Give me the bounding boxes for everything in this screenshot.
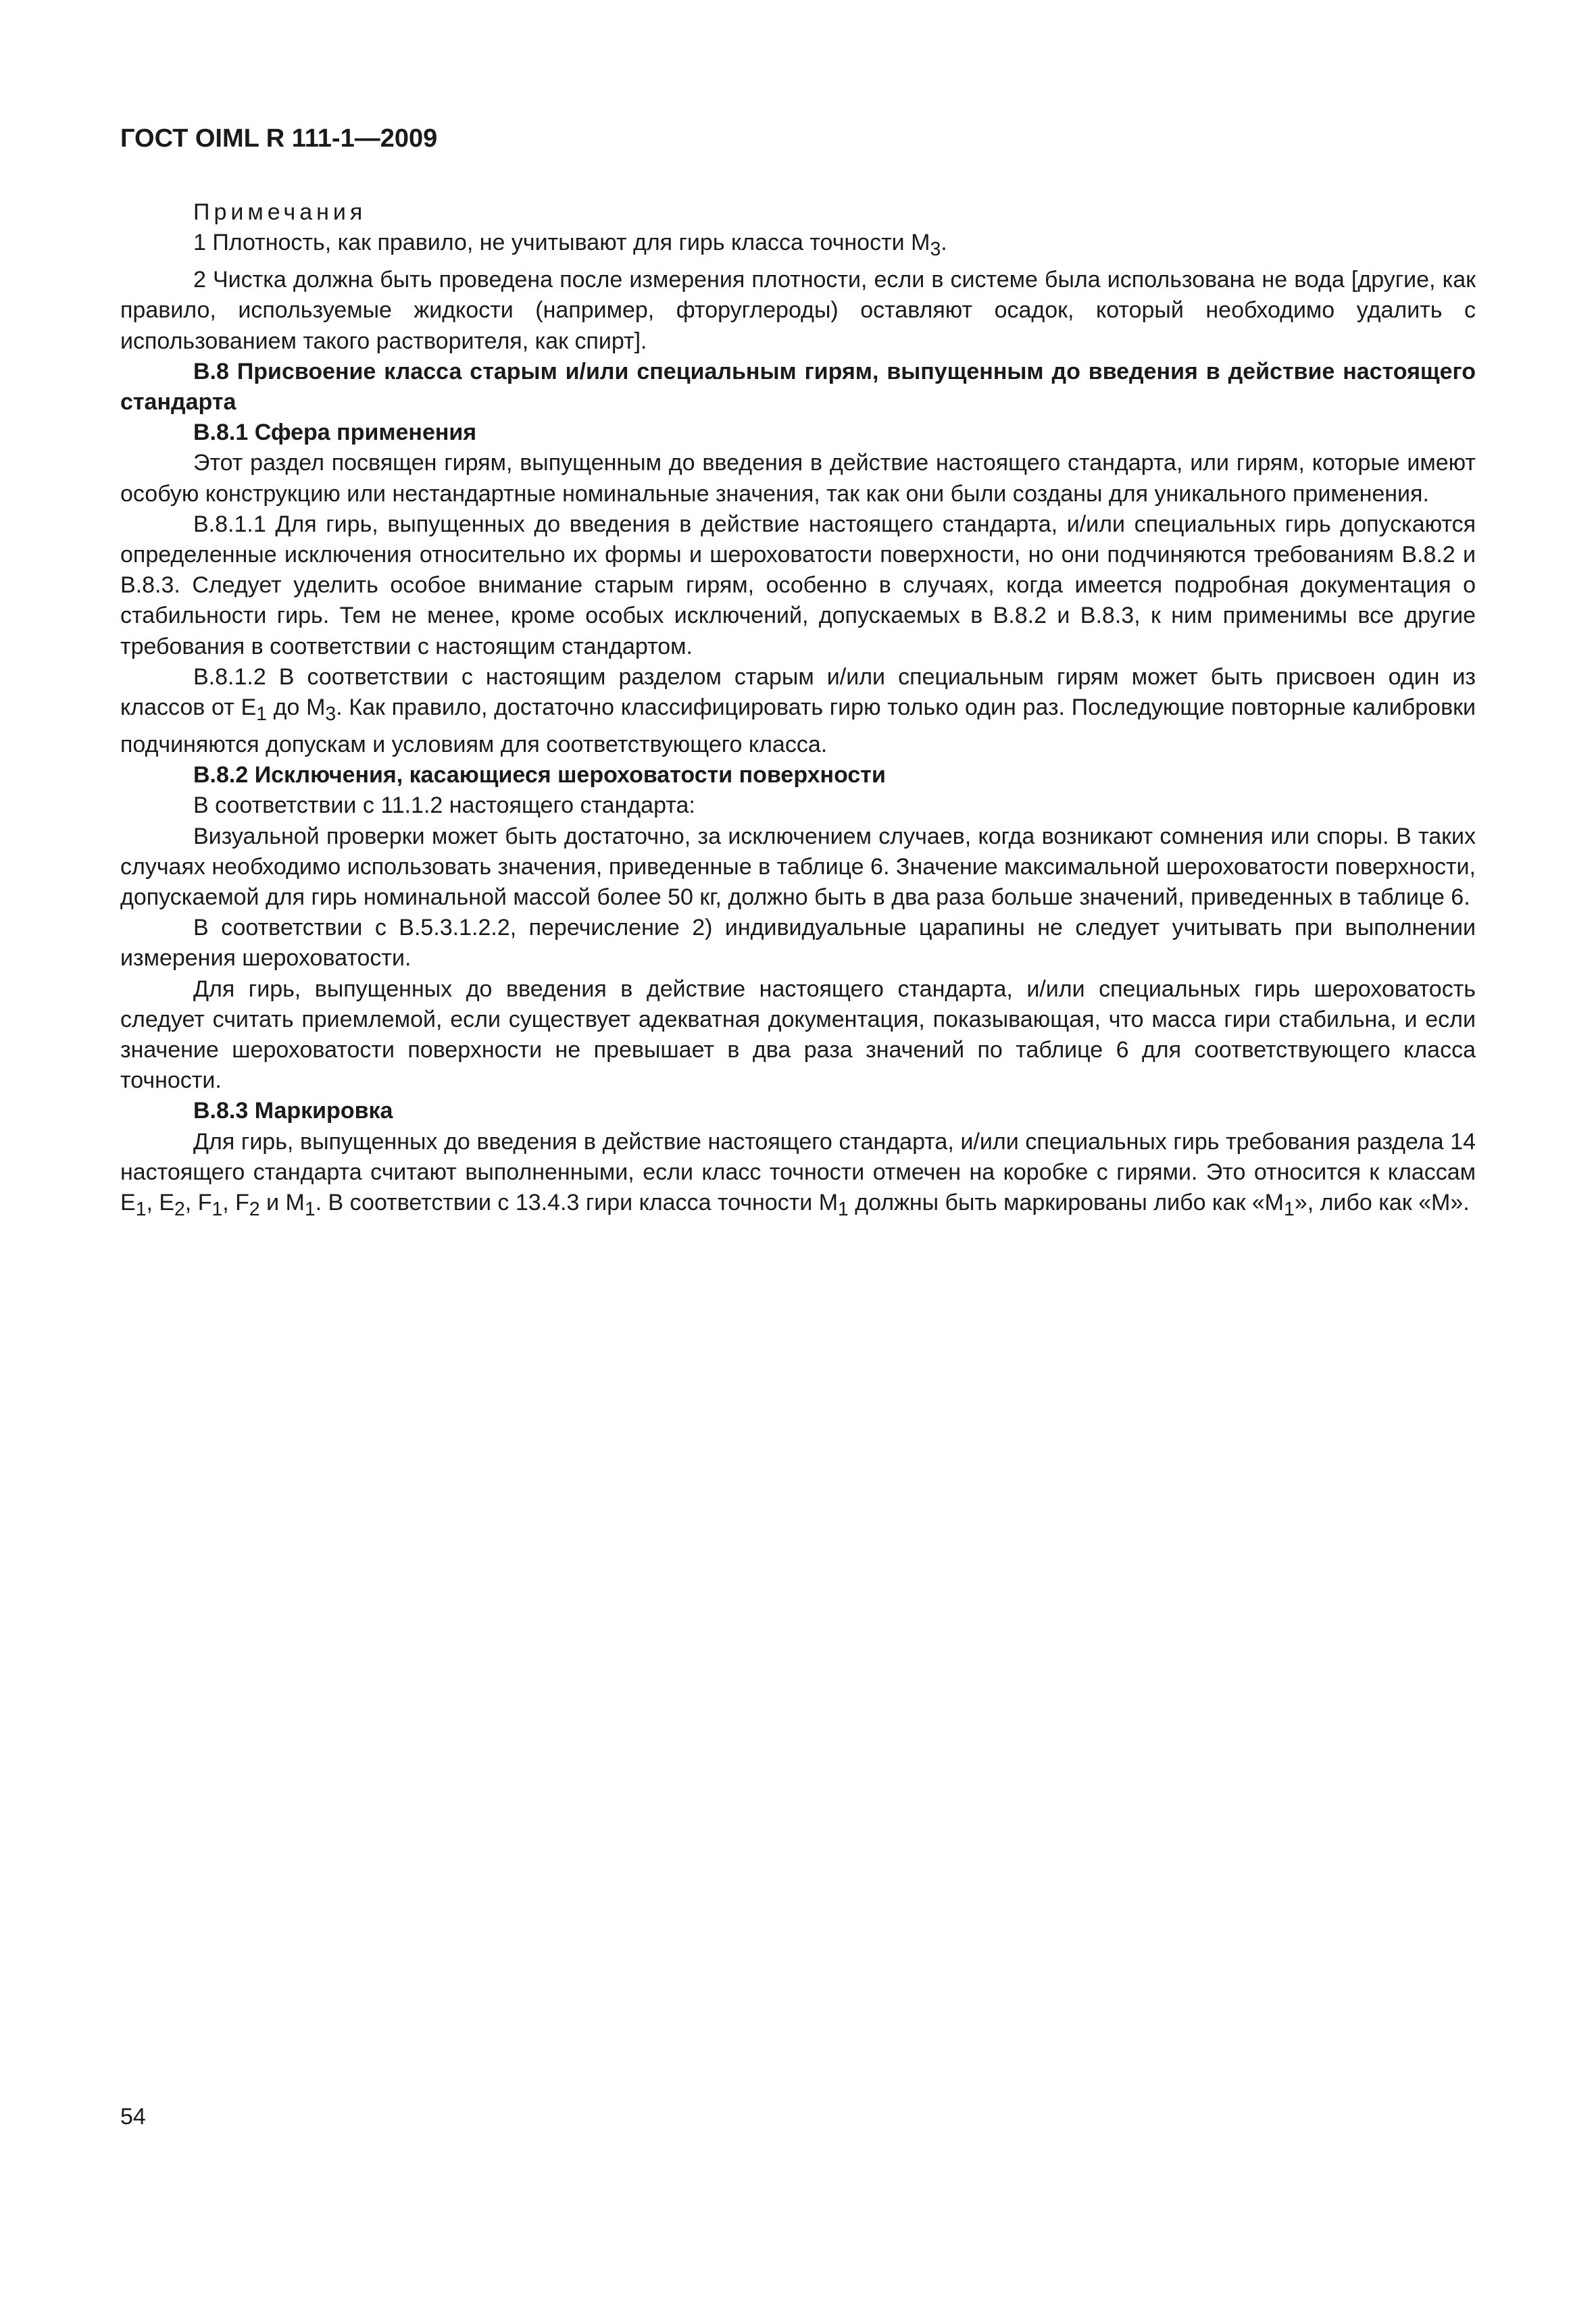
paragraph: В соответствии с В.5.3.1.2.2, перечисление 2) индивидуальные царапины не следует учитывать при выполнении измерения шероховатости.	[120, 915, 1476, 972]
paragraph: 2 Чистка должна быть проведена после измерения плотности, если в системе была использована не вода [другие, как правило, используемые жидкости (например, фторуглероды) оставляют осадок, который необходимо удалить с использованием такого растворителя, как спирт].	[120, 267, 1476, 354]
paragraph: Для гирь, выпущенных до введения в действие настоящего стандарта, и/или специальных гирь шероховатость следует считать приемлемой, если существует адекватная документация, показывающая, что масса гири стабильна, и если значение шероховатости поверхности не превышает в два раза значений по таблице 6 для соответствующего класса точности.	[120, 976, 1476, 1094]
document-header: ГОСТ OIML R 111-1—2009	[120, 124, 438, 153]
notes-heading: Примечания	[193, 199, 367, 225]
section-heading: В.8 Присвоение класса старым и/или специальным гирям, выпущенным до введения в действие настоящего стандарта	[120, 358, 1476, 416]
paragraph: Визуальной проверки может быть достаточно, за исключением случаев, когда возникают сомнения или споры. В таких случаях необходимо использовать значения, приведенные в таблице 6. Значение максимальной шероховатости поверхности, допускаемой для гирь номинальной массой более 50 кг, должно быть в два раза больше значений, приведенных в таблице 6.	[120, 823, 1476, 911]
paragraph: 1 Плотность, как правило, не учитывают для гирь класса точности $M_3$.	[193, 230, 947, 260]
section-heading: В.8.2 Исключения, касающиеся шероховатости поверхности	[193, 762, 886, 788]
paragraph: В.8.1.1 Для гирь, выпущенных до введения в действие настоящего стандарта, и/или специальных гирь допускаются определенные исключения относительно их формы и шероховатости поверхности, но они подчиняются требованиям В.8.2 и В.8.3. Следует уделить особое внимание старым гирям, особенно в случаях, когда имеется подробная документация о стабильности гирь. Тем не менее, кроме особых исключений, допускаемых в В.8.2 и В.8.3, к ним применимы все другие требования в соответствии с настоящим стандартом.	[120, 511, 1476, 659]
paragraph: В соответствии с 11.1.2 настоящего стандарта:	[193, 793, 695, 819]
section-heading: В.8.3 Маркировка	[193, 1098, 393, 1124]
page-number: 54	[120, 2104, 146, 2130]
paragraph: Для гирь, выпущенных до введения в действие настоящего стандарта, и/или специальных гирь требования раздела 14 настоящего стандарта считают выполненными, если класс точности отмечен на коробке с гирями. Это относится к классам $E_1$, $E_2$, $F_1$, $F_2$ и $M_1$. В соответствии с 13.4.3 гири класса точности $M_1$ должны быть маркированы либо как «$M_1$», либо как «M».	[120, 1128, 1476, 1220]
document-body	[120, 197, 1476, 1225]
section-heading: В.8.1 Сфера применения	[193, 420, 477, 446]
paragraph: Этот раздел посвящен гирям, выпущенным до введения в действие настоящего стандарта, или гирям, которые имеют особую конструкцию или нестандартные номинальные значения, так как они были созданы для уникального применения.	[120, 450, 1476, 507]
paragraph: В.8.1.2 В соответствии с настоящим разделом старым и/или специальным гирям может быть присвоен один из классов от $E_1$ до $M_3$. Как правило, достаточно классифицировать гирю только один раз. Последующие повторные калибровки подчиняются допускам и условиям для соответствующего класса.	[120, 663, 1476, 758]
